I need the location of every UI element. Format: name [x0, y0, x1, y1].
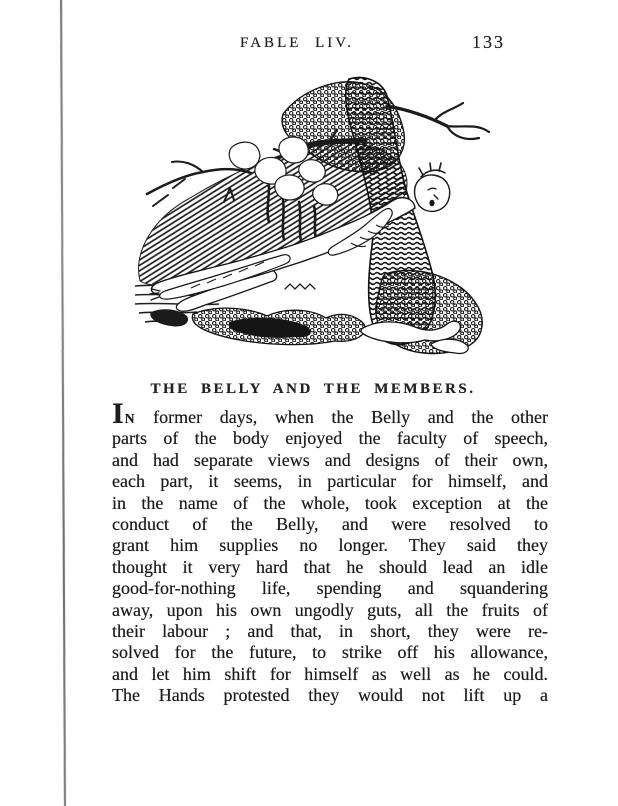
body-line: The Hands protested they would not lift up a	[112, 685, 548, 706]
body-line: in the name of the whole, took exception at the	[112, 492, 548, 513]
page-number: 133	[472, 32, 505, 52]
fable-body	[112, 397, 549, 706]
body-line: thought it very hard that he should lead an idle	[112, 556, 548, 577]
running-head: FABLE LIV.	[240, 35, 354, 51]
body-line: grant him supplies no longer. They said they	[112, 535, 548, 556]
body-line: their labour ; and that, in short, they were re-	[112, 620, 548, 641]
first-line-text: former days, when the Belly and the other	[153, 407, 549, 427]
woodcut-image	[135, 76, 511, 358]
fable-illustration	[135, 76, 511, 358]
body-line: solved for the future, to strike off his allowance,	[112, 642, 548, 663]
body-line: and let him shift for himself as well as he could.	[112, 663, 548, 684]
body-line-first	[112, 397, 549, 430]
drop-cap-small: N	[124, 411, 136, 426]
drop-cap: I	[112, 397, 125, 430]
fable-title: THE BELLY AND THE MEMBERS.	[150, 381, 476, 397]
body-line: conduct of the Belly, and were resolved to	[112, 513, 548, 534]
body-line: and had separate views and designs of their own,	[112, 449, 548, 470]
body-line: away, upon his own ungodly guts, all the fruits of	[112, 599, 548, 620]
body-line: parts of the body enjoyed the faculty of speech,	[112, 428, 548, 449]
page-gutter-edge	[60, 0, 66, 806]
body-line: each part, it seems, in particular for himself, and	[112, 471, 548, 492]
body-line: good-for-nothing life, spending and squandering	[112, 578, 548, 599]
